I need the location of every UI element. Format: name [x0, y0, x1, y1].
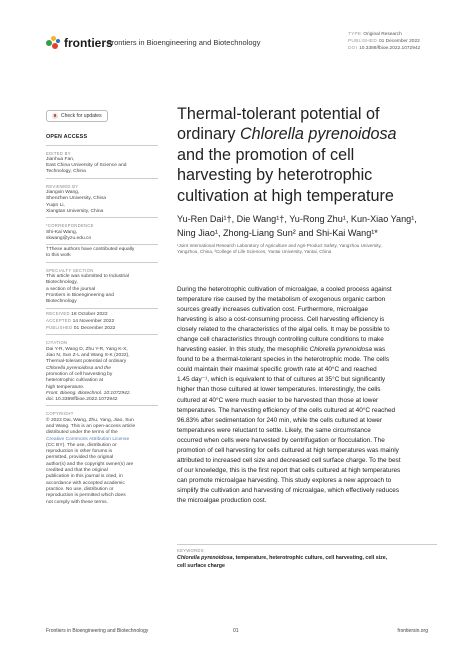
check-updates-icon — [52, 113, 58, 119]
dates-section: RECEIVED 18 October 2022 ACCEPTED 14 November 2022 PUBLISHED 01 December 2022 — [46, 308, 158, 333]
doi-link[interactable]: 10.3389/fbioe.2022.1072942 — [359, 46, 421, 52]
edited-by-section: EDITED BY Jianhua Fan, East China University of Science and Technology, China — [46, 145, 158, 176]
page-number: 01 — [233, 628, 239, 634]
frontiers-logo-icon — [46, 36, 60, 50]
affiliations: ¹Joint International Research Laboratory of Agriculture and Agri-Product Safety, Yangzhou University, Yangzhou, China, ²College of Life Sciences, Yantai University, Yantai, China — [177, 243, 382, 255]
article-title: Thermal-tolerant potential of ordinary Chlorella pyrenoidosa and the promotion of cell harvesting by heterotrophic cultivation at high temperature — [177, 105, 397, 205]
logo-text: frontiers — [64, 36, 113, 50]
keywords-section — [177, 544, 437, 570]
citation-section: CITATION Dai Y-R, Wang D, Zhu Y-R, Yang K-X, Jiao N, Sun Z-L and Wang S-K (2022), Thermal-tolerant potential of ordinary Chlorella pyrenoidosa and the promotion of cell harvesting by heterotrophic cultivation at high temperature. Front. Bioeng. Biotechnol. 10:1072942. doi: 10.3389/fbioe.2022.1072942 — [46, 334, 158, 403]
reviewed-by-section: REVIEWED BY Jiangxin Wang, Shenzhen University, China Yuqin Li, Xiangtan University, China — [46, 178, 158, 215]
specialty-section: SPECIALTY SECTION This article was submitted to Industrial Biotechnology, a section of the journal Frontiers in Bioengineering and Biotechnology — [46, 262, 158, 306]
equal-contribution-note: †These authors have contributed equally to this work — [46, 244, 158, 260]
sidebar — [46, 110, 158, 506]
article-meta: TYPE Original Research PUBLISHED 01 December 2022 DOI 10.3389/fbioe.2022.1072942 — [348, 32, 421, 52]
open-access-label: OPEN ACCESS — [46, 134, 88, 141]
footer-site-link[interactable]: frontiersin.org — [397, 628, 428, 634]
header — [0, 0, 474, 62]
copyright-section: COPYRIGHT © 2022 Dai, Wang, Zhu, Yang, Jiao, Sun and Wang. This is an open-access article distributed under the terms of the Creative Commons Attribution License (CC BY). The use, distribution or reproduction in other forums is permitted, provided the original author(s) and the copyright owner(s) are credited and that the original publication in this journal is cited, in accordance with accepted academic practice. No use, distribution or reproduction is permitted which does not comply with these terms. — [46, 405, 158, 505]
footer-journal: Frontiers in Bioengineering and Biotechnology — [46, 628, 149, 634]
check-for-updates-button[interactable]: Check for updates — [46, 110, 108, 122]
frontiers-logo[interactable] — [46, 36, 113, 50]
published-date: 01 December 2022 — [379, 39, 420, 45]
abstract: During the heterotrophic cultivation of microalgae, a cooled process against temperature rise caused by the metabolism of exogenous organic carbon sources greatly increases cultivation cost. Furthermore, microalgae harvesting is also a cost-consuming process. Cell harvesting efficiency is closely related to the characteristics of the algal cells. It may be possible to change cell characteristics through controlling culture conditions to make harvesting easier. In this study, the mesophilic Chlorella pyrenoidosa was found to be a thermal-tolerant species in the heterotrophic mode. The cells could maintain their maximal specific growth rate at 40°C and reached 1.45 day⁻¹, which is equivalent to that of cultures at 35°C but significantly higher than those cultured at lower temperatures. Interestingly, the cells cultured at 40°C were much easier to be harvested than those at lower temperatures. The harvesting efficiency of the cells cultured at 40°C reached 96.83% after sedimentation for 240 min, while the cells cultured at lower temperatures were reluctant to settle. Likely, the same circumstance occurred when cells were harvested by centrifugation or flocculation. The promotion of cell harvesting for cells cultured at high temperatures was mainly attributed to increased cell size and decreased cell surface charge. To the best of our knowledge, this is the first report that cells cultured at high temperatures can promote microalgae harvesting. This study explores a new approach to simplify the cultivation and harvesting of microalgae, which effectively reduces the microalgae production cost. — [177, 286, 401, 504]
correspondence-email[interactable]: skwang@yzu.edu.cn — [46, 235, 92, 241]
author-list: Yu-Ren Dai¹†, Die Wang¹†, Yu-Rong Zhu¹, Kun-Xiao Yang¹, Ning Jiao¹, Zhong-Liang Sun² and Shi-Kai Wang¹* — [177, 214, 417, 238]
cc-license-link[interactable]: Creative Commons Attribution License — [46, 436, 130, 442]
journal-name[interactable]: Frontiers in Bioengineering and Biotechnology — [107, 38, 261, 47]
keywords-list: Chlorella pyrenoidosa, temperature, heterotrophic culture, cell harvesting, cell size, cell surface charge — [177, 555, 388, 569]
article-type: Original Research — [363, 32, 402, 37]
keywords-heading: KEYWORDS — [177, 544, 437, 553]
correspondence-section: *CORRESPONDENCE Shi-Kai Wang, skwang@yzu.edu.cn — [46, 217, 158, 242]
